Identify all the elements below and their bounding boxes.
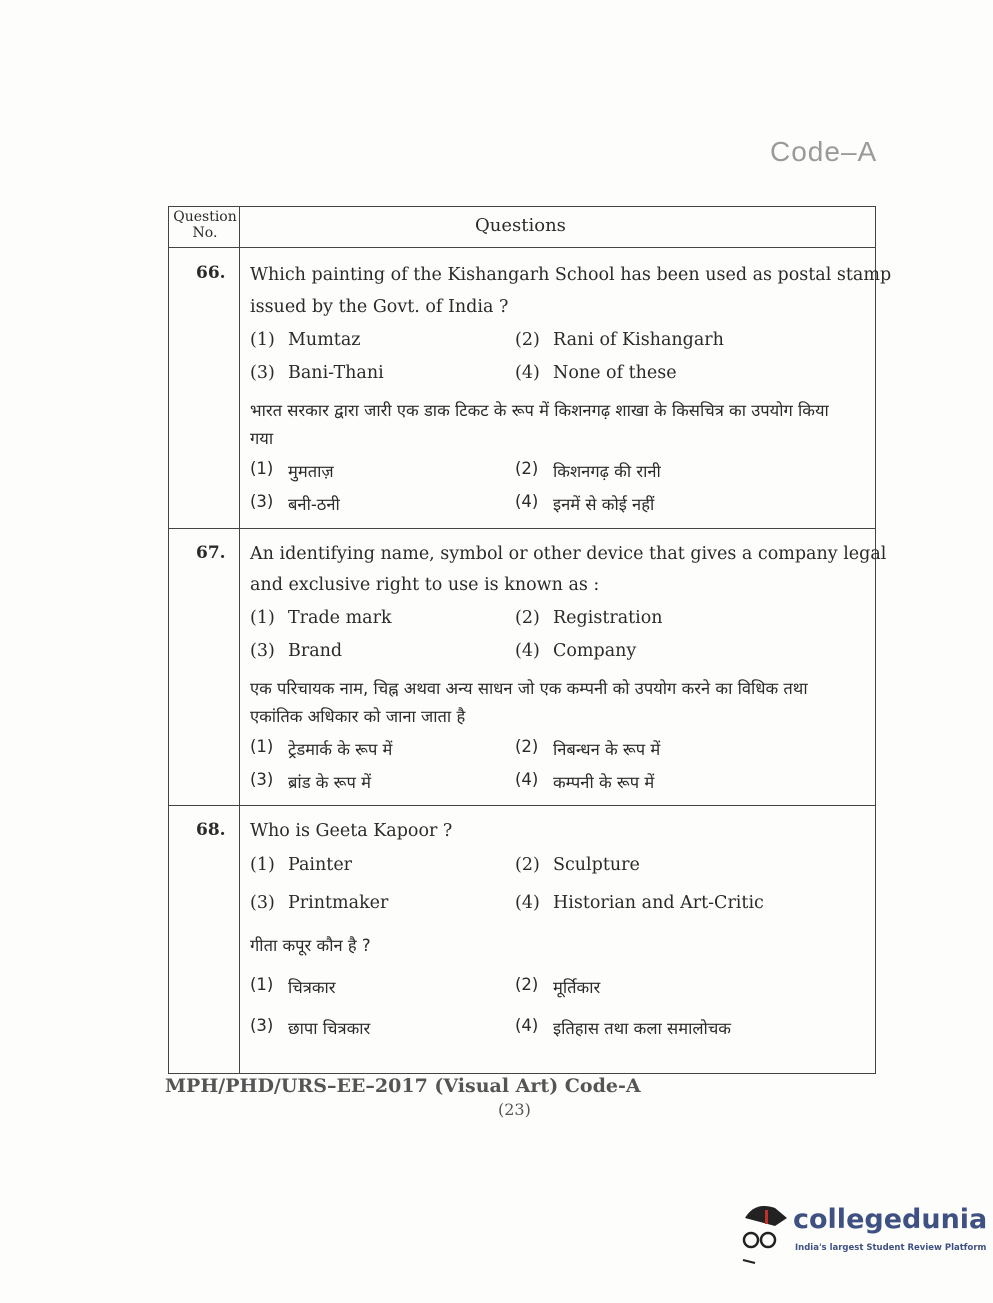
question-text-en: issued by the Govt. of India ?	[250, 297, 509, 317]
option-number-hi: (1)	[250, 459, 274, 478]
option-number-hi: (4)	[515, 770, 539, 789]
header-question-no: Question No.	[173, 209, 237, 241]
page-number: (23)	[498, 1100, 531, 1119]
option-number-hi: (2)	[515, 975, 539, 994]
option-text-en: None of these	[553, 363, 677, 383]
header-divider	[169, 247, 875, 248]
brand-tagline: India's largest Student Review Platform	[795, 1243, 987, 1253]
option-text-en: Registration	[553, 608, 663, 628]
row-divider	[169, 805, 875, 806]
option-text-hi: मूर्तिकार	[553, 978, 601, 997]
option-number-en: (4)	[515, 893, 540, 913]
option-text-hi: कम्पनी के रूप में	[553, 773, 655, 792]
column-divider	[239, 207, 240, 1073]
option-text-en: Sculpture	[553, 855, 640, 875]
code-label: Code–A	[770, 136, 878, 167]
option-text-hi: छापा चित्रकार	[288, 1019, 371, 1038]
option-text-en: Rani of Kishangarh	[553, 330, 724, 350]
option-text-en: Trade mark	[288, 608, 392, 628]
option-number-en: (4)	[515, 641, 540, 661]
option-number-hi: (2)	[515, 737, 539, 756]
option-number-en: (2)	[515, 855, 540, 875]
option-number-hi: (1)	[250, 975, 274, 994]
option-number-en: (1)	[250, 855, 275, 875]
option-number-en: (1)	[250, 608, 275, 628]
option-text-en: Bani-Thani	[288, 363, 384, 383]
question-number: 68.	[196, 820, 226, 840]
question-text-en: Which painting of the Kishangarh School has been used as postal stamp	[250, 265, 892, 285]
option-text-hi: मुमताज़	[288, 462, 334, 481]
question-text-hi: गीता कपूर कौन है ?	[250, 936, 371, 955]
question-text-hi: भारत सरकार द्वारा जारी एक डाक टिकट के रूप में किशनगढ़ शाखा के किसचित्र का उपयोग किया	[250, 401, 829, 420]
option-number-en: (3)	[250, 363, 275, 383]
option-number-hi: (3)	[250, 1016, 274, 1035]
option-text-hi: ब्रांड के रूप में	[288, 773, 371, 792]
option-text-en: Historian and Art-Critic	[553, 893, 764, 913]
option-number-hi: (3)	[250, 492, 274, 511]
row-divider	[169, 528, 875, 529]
option-number-en: (3)	[250, 893, 275, 913]
option-text-hi: चित्रकार	[288, 978, 336, 997]
question-text-en: and exclusive right to use is known as :	[250, 575, 600, 595]
option-number-en: (4)	[515, 363, 540, 383]
option-number-hi: (3)	[250, 770, 274, 789]
question-text-hi: गया	[250, 429, 274, 448]
option-number-en: (2)	[515, 608, 540, 628]
option-text-hi: निबन्धन के रूप में	[553, 740, 661, 759]
question-text-en: An identifying name, symbol or other device that gives a company legal	[250, 544, 887, 564]
option-text-en: Printmaker	[288, 893, 389, 913]
option-number-en: (1)	[250, 330, 275, 350]
option-number-en: (2)	[515, 330, 540, 350]
option-text-hi: इतिहास तथा कला समालोचक	[553, 1019, 731, 1038]
option-text-en: Painter	[288, 855, 353, 875]
collegedunia-watermark	[735, 1196, 988, 1266]
option-text-en: Company	[553, 641, 637, 661]
option-text-en: Mumtaz	[288, 330, 361, 350]
option-number-hi: (1)	[250, 737, 274, 756]
question-text-hi: एकांतिक अधिकार को जाना जाता है	[250, 707, 466, 726]
option-number-en: (3)	[250, 641, 275, 661]
header-questions: Questions	[475, 215, 566, 236]
option-text-hi: ट्रेडमार्क के रूप में	[288, 740, 393, 759]
option-text-hi: इनमें से कोई नहीं	[553, 495, 655, 514]
question-number: 66.	[196, 263, 226, 283]
option-number-hi: (4)	[515, 492, 539, 511]
question-number: 67.	[196, 543, 226, 563]
option-number-hi: (4)	[515, 1016, 539, 1035]
option-text-hi: किशनगढ़ की रानी	[553, 462, 661, 481]
brand-name: collegedunia	[793, 1204, 988, 1235]
option-text-hi: बनी-ठनी	[288, 495, 340, 514]
question-text-hi: एक परिचायक नाम, चिह्न अथवा अन्य साधन जो एक कम्पनी को उपयोग करने का विधिक तथा	[250, 679, 808, 698]
option-text-en: Brand	[288, 641, 343, 661]
mascot-logo-icon	[735, 1196, 793, 1266]
option-number-hi: (2)	[515, 459, 539, 478]
footer-text: MPH/PHD/URS–EE–2017 (Visual Art) Code-A	[165, 1075, 641, 1097]
question-text-en: Who is Geeta Kapoor ?	[250, 821, 453, 841]
